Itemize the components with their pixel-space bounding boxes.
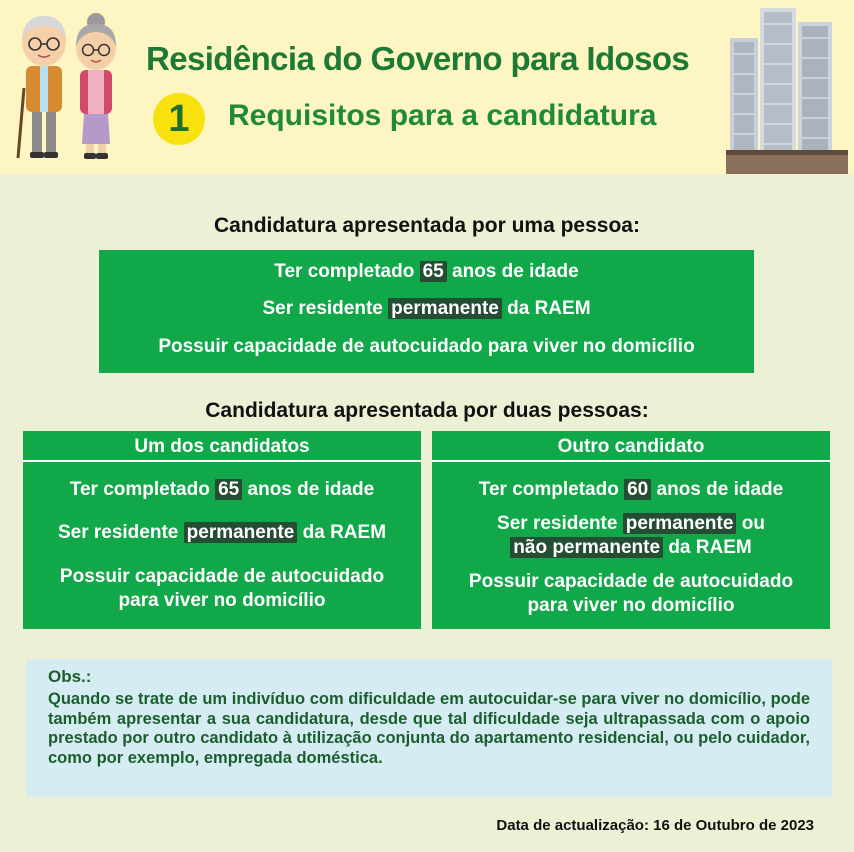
- residence-highlight: permanente: [184, 522, 298, 543]
- second-applicant-title: Outro candidato: [432, 431, 830, 462]
- first-applicant-title: Um dos candidatos: [23, 431, 421, 462]
- single-residence-requirement: Ser residente permanente da RAEM: [262, 298, 591, 319]
- header-banner: [0, 0, 854, 174]
- second-age-requirement: Ter completado 60 anos de idade: [478, 479, 784, 500]
- residence-highlight: permanente: [623, 513, 737, 534]
- observation-note: [26, 659, 832, 797]
- second-residence-requirement: Ser residente permanente ou não permanente da RAEM: [497, 513, 765, 558]
- single-applicant-heading: Candidatura apresentada por uma pessoa:: [214, 214, 640, 237]
- single-applicant-requirements: [99, 250, 754, 373]
- page-subtitle: Requisitos para a candidatura: [228, 99, 657, 132]
- residential-building-illustration: [726, 4, 848, 174]
- step-number-badge: 1: [153, 93, 205, 145]
- two-applicants-heading: Candidatura apresentada por duas pessoas:: [205, 399, 649, 422]
- update-date: Data de actualização: 16 de Outubro de 2023: [496, 817, 814, 834]
- residence-highlight: permanente: [388, 298, 502, 319]
- note-label: Obs.:: [48, 667, 92, 686]
- second-selfcare-requirement: Possuir capacidade de autocuidado para viver no domicílio: [468, 571, 794, 616]
- note-text: Quando se trate de um indivíduo com dificuldade em autocuidar-se para viver no domicílio, pode também apresentar a sua candidatura, desde que tal dificuldade seja ultrapassada com o apoio prestado por outro candidato à utilização conjunta do apartamento residencial, ou pelo cuidador, como por exemplo, empregada doméstica.: [48, 690, 810, 767]
- single-selfcare-requirement: Possuir capacidade de autocuidado para viver no domicílio: [158, 336, 695, 357]
- age-highlight: 60: [624, 479, 651, 500]
- single-age-requirement: Ter completado 65 anos de idade: [274, 261, 579, 282]
- elderly-man-figure: [18, 16, 66, 158]
- page-title: Residência do Governo para Idosos: [146, 40, 690, 77]
- non-permanent-highlight: não permanente: [510, 537, 663, 558]
- first-residence-requirement: Ser residente permanente da RAEM: [57, 522, 387, 543]
- age-highlight: 65: [215, 479, 242, 500]
- first-selfcare-requirement: Possuir capacidade de autocuidado para viver no domicílio: [59, 566, 385, 611]
- first-age-requirement: Ter completado 65 anos de idade: [69, 479, 375, 500]
- second-applicant-requirements: [432, 431, 830, 629]
- elderly-couple-illustration: [10, 8, 128, 168]
- elderly-woman-figure: [76, 13, 116, 159]
- age-highlight: 65: [420, 261, 447, 282]
- first-applicant-requirements: [23, 431, 421, 629]
